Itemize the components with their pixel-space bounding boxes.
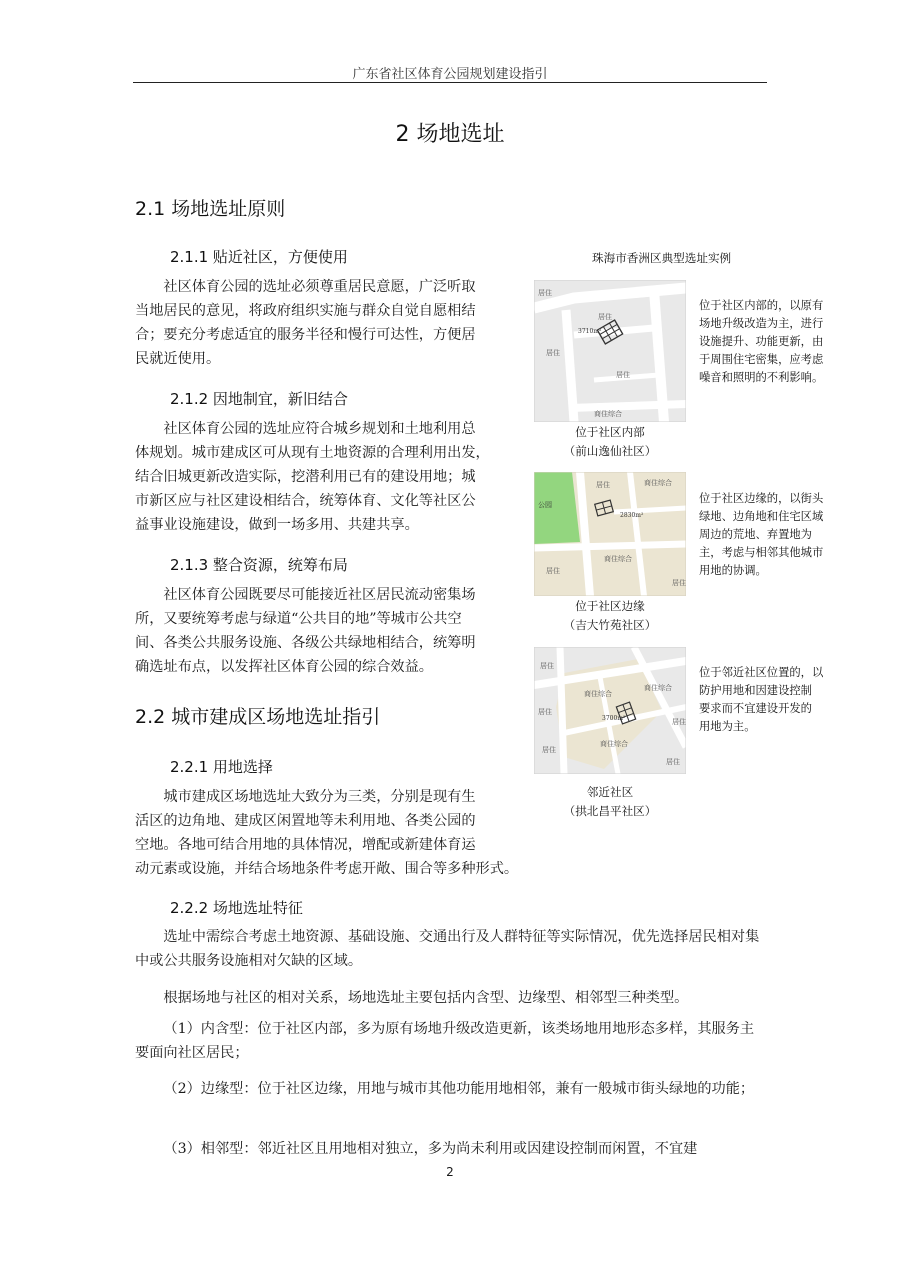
text-line: 民就近使用。 [135,351,221,367]
figure-caption-2 [534,597,686,635]
text-line: 活区的边角地、建成区闲置地等未利用地、各类公园的 [135,813,476,829]
paragraph-2-2-2-b: 根据场地与社区的相对关系，场地选址主要包括内含型、边缘型、相邻型三种类型。 [163,990,689,1006]
note-line: 用地的协调。 [699,564,767,577]
map-label: 居住 [546,349,560,357]
note-line: 用地为主。 [699,720,756,733]
subsection-2-1-1-title: 2.1.1 贴近社区，方便使用 [170,248,348,266]
map-label: 居住 [672,718,686,726]
text-line: 所，又要统筹考虑与绿道“公共目的地”等城市公共空 [135,611,462,627]
side-note-1 [699,297,857,387]
paragraph-2-2-2-a: 选址中需综合考虑土地资源、基础设施、交通出行及人群特征等实际情况，优先选择居民相对集中或公共服务设施相对欠缺的区域。 [135,929,760,969]
text-line: 确选址布点，以发挥社区体育公园的综合效益。 [135,659,433,675]
paragraph-type-1: （1）内含型：位于社区内部，多为原有场地升级改造更新，该类场地用地形态多样，其服务主要面向社区居民； [135,1021,755,1061]
note-line: 周边的荒地、弃置地为 [699,528,812,541]
map-label: 居住 [672,579,686,587]
caption-line: （拱北昌平社区） [563,804,657,818]
note-line: 于周围住宅密集，应考虑 [699,353,824,366]
text-line: 社区体育公园的选址必须尊重居民意愿，广泛听取 [163,279,476,295]
site-area-label: 3700m² [602,715,626,722]
text-line: 社区体育公园的选址应符合城乡规划和土地利用总 [163,421,476,437]
section-2-1-title: 2.1 场地选址原则 [135,198,286,220]
note-line: 噪音和照明的不利影响。 [699,371,824,384]
page-number: 2 [446,1165,454,1179]
text-line: 体规划。城市建成区可从现有土地资源的合理利用出发， [135,445,490,461]
paragraph-2-1-2 [135,417,519,537]
map-label: 居住 [616,371,630,379]
paragraph-2-2-1 [135,785,575,881]
note-line: 设施提升、功能更新，由 [699,335,824,348]
map-label: 居住 [542,746,556,754]
map-label: 商住综合 [604,555,632,563]
note-line: 位于社区内部的，以原有 [699,299,824,312]
paragraph-type-3: （3）相邻型：邻近社区且用地相对独立，多为尚未利用或因建设控制而闲置，不宜建 [163,1141,698,1157]
text-line: 市新区应与社区建设相结合，统筹体育、文化等社区公 [135,493,476,509]
section-2-2-title: 2.2 城市建成区场地选址指引 [135,706,381,728]
paragraph-type-2: （2）边缘型：位于社区边缘，用地与城市其他功能用地相邻，兼有一般城市街头绿地的功能； [163,1081,755,1097]
subsection-2-1-2-title: 2.1.2 因地制宜，新旧结合 [170,390,348,408]
chapter-title: 2 场地选址 [395,122,505,147]
site-map-1 [534,280,686,422]
note-line: 绿地、边角地和住宅区域 [699,510,824,523]
note-line: 位于邻近社区位置的，以 [699,666,824,679]
subsection-2-2-1-title: 2.2.1 用地选择 [170,758,273,776]
header-rule [133,82,767,83]
side-note-2 [699,490,857,580]
map-label: 居住 [598,313,612,321]
text-line: 合；要充分考虑适宜的服务半径和慢行可达性，方便居 [135,327,476,343]
paragraph-2-1-1 [135,275,519,371]
text-line: 间、各类公共服务设施、各级公共绿地相结合，统筹明 [135,635,476,651]
text-line: 益事业设施建设，做到一场多用、共建共享。 [135,517,419,533]
note-line: 防护用地和因建设控制 [699,684,812,697]
figure-caption-3 [534,783,686,821]
paragraph-2-1-3 [135,583,519,679]
map-label: 居住 [546,567,560,575]
map-label: 居住 [540,662,554,670]
caption-line: 位于社区边缘 [575,599,645,613]
caption-line: （前山逸仙社区） [563,444,657,458]
map-label: 居住 [538,708,552,716]
note-line: 场地升级改造为主，进行 [699,317,824,330]
figure-title: 珠海市香洲区典型选址实例 [592,251,732,265]
text-line: 当地居民的意见，将政府组织实施与群众自觉自愿相结 [135,303,476,319]
running-header: 广东省社区体育公园规划建设指引 [352,67,548,82]
side-note-3 [699,664,857,736]
site-map-3 [534,647,686,774]
map-label: 居住 [538,289,552,297]
note-line: 位于社区边缘的，以街头 [699,492,824,505]
map-label: 商住综合 [584,690,612,698]
text-line: 城市建成区场地选址大致分为三类，分别是现有生 [163,789,476,805]
site-area-label: 2830m² [620,512,644,519]
note-line: 要求而不宜建设开发的 [699,702,812,715]
caption-line: （吉大竹苑社区） [563,618,657,632]
map-2-drawing [534,472,686,596]
map-label: 商住综合 [594,410,622,418]
map-label: 居住 [596,481,610,489]
map-3-drawing [534,647,686,774]
text-line: 空地。各地可结合用地的具体情况，增配或新建体育运 [135,837,476,853]
text-line: 社区体育公园既要尽可能接近社区居民流动密集场 [163,587,476,603]
text-line: 结合旧城更新改造实际，挖潜利用已有的建设用地；城 [135,469,476,485]
note-line: 主，考虑与相邻其他城市 [699,546,824,559]
site-area-label: 3710m² [578,328,602,335]
caption-line: 位于社区内部 [575,425,645,439]
map-label: 商住综合 [644,479,672,487]
map-label: 居住 [666,758,680,766]
text-line: 动元素或设施，并结合场地条件考虑开敞、围合等多种形式。 [135,861,519,877]
map-label: 商住综合 [600,740,628,748]
map-label: 公园 [538,501,552,509]
map-label: 商住综合 [644,684,672,692]
subsection-2-2-2-title: 2.2.2 场地选址特征 [170,899,303,917]
figure-caption-1 [534,423,686,461]
site-map-2 [534,472,686,596]
caption-line: 邻近社区 [586,785,634,799]
subsection-2-1-3-title: 2.1.3 整合资源，统筹布局 [170,556,348,574]
